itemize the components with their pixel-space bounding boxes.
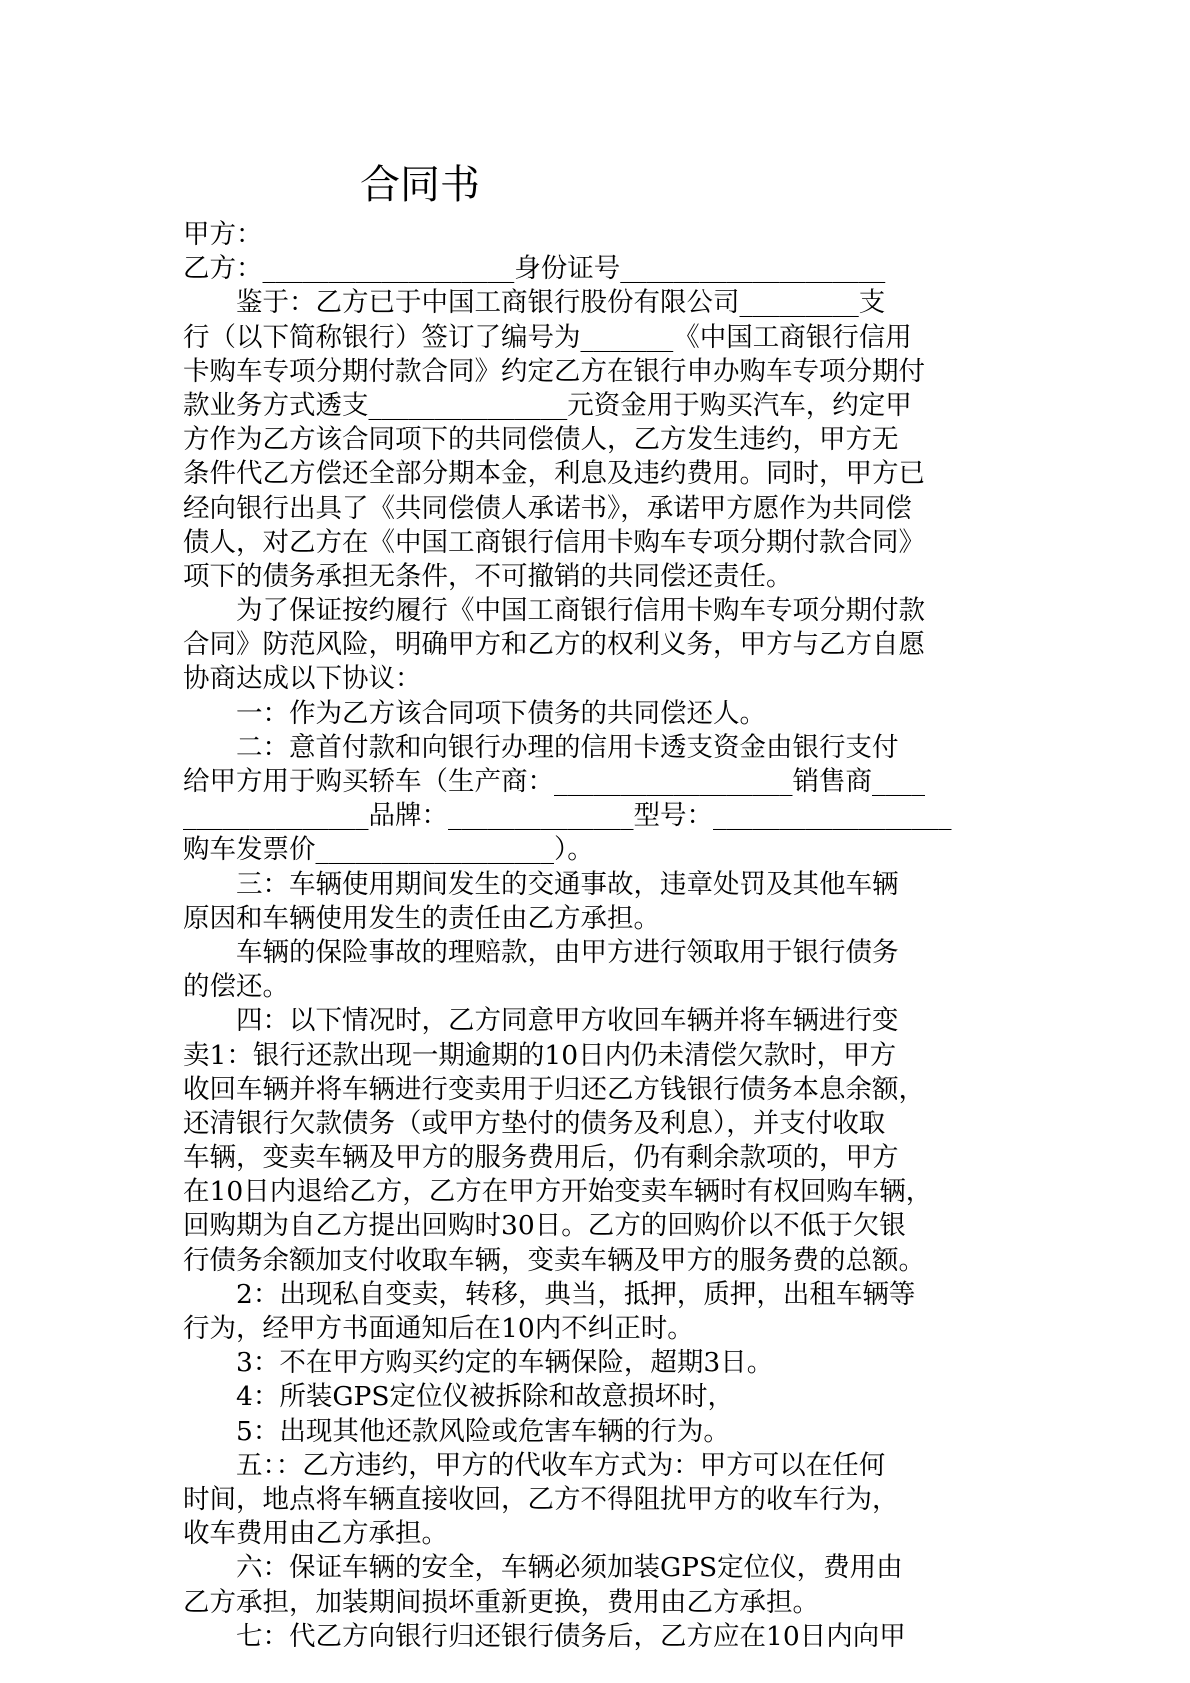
text-line: 三：车辆使用期间发生的交通事故，违章处罚及其他车辆	[183, 868, 899, 900]
text-line: 乙方：___________________身份证号____________________	[183, 253, 886, 285]
text-line: 合同》防范风险，明确甲方和乙方的权利义务，甲方与乙方自愿	[183, 629, 925, 661]
text-line: 在10日内退给乙方，乙方在甲方开始变卖车辆时有权回购车辆，	[183, 1176, 933, 1208]
text-line: 项下的债务承担无条件，不可撤销的共同偿还责任。	[183, 560, 793, 592]
text-line: 行（以下简称银行）签订了编号为_______《中国工商银行信用	[183, 321, 912, 353]
text-line: 经向银行出具了《共同偿债人承诺书》，承诺甲方愿作为共同偿	[183, 492, 912, 524]
text-line: 甲方：	[183, 219, 263, 250]
text-line: 乙方承担，加装期间损坏重新更换，费用由乙方承担。	[183, 1586, 819, 1618]
document-title: 合同书	[360, 162, 480, 208]
text-line: 二：意首付款和向银行办理的信用卡透支资金由银行支付	[183, 731, 899, 763]
text-line: 一：作为乙方该合同项下债务的共同偿还人。	[183, 697, 766, 729]
text-line: 3：不在甲方购买约定的车辆保险，超期3日。	[183, 1347, 774, 1379]
text-line: 2：出现私自变卖，转移，典当，抵押，质押，出租车辆等	[183, 1278, 916, 1310]
text-line: 卖1：银行还款出现一期逾期的10日内仍未清偿欠款时，甲方	[183, 1039, 897, 1071]
text-line: 行为，经甲方书面通知后在10内不纠正时。	[183, 1313, 694, 1344]
text-line: 款业务方式透支_______________元资金用于购买汽车，约定甲	[183, 389, 912, 421]
text-line: 时间，地点将车辆直接收回，乙方不得阻扰甲方的收车行为，	[183, 1483, 899, 1515]
text-line: 回购期为自乙方提出回购时30日。乙方的回购价以不低于欠银	[183, 1210, 906, 1242]
text-line: 四：以下情况时，乙方同意甲方收回车辆并将车辆进行变	[183, 1005, 899, 1037]
text-line: 购车发票价__________________）。	[183, 834, 594, 866]
text-line: 收回车辆并将车辆进行变卖用于归还乙方钱银行债务本息余额，	[183, 1073, 925, 1105]
text-line: 五：：乙方违约，甲方的代收车方式为：甲方可以在任何	[183, 1449, 886, 1481]
text-line: 条件代乙方偿还全部分期本金，利息及违约费用。同时，甲方已	[183, 458, 925, 490]
document-body	[183, 218, 1013, 1654]
text-line: 方作为乙方该合同项下的共同偿债人，乙方发生违约，甲方无	[183, 424, 899, 456]
text-line: 给甲方用于购买轿车（生产商：__________________销售商____	[183, 766, 925, 797]
text-line: 债人，对乙方在《中国工商银行信用卡购车专项分期付款合同》	[183, 526, 925, 558]
text-line: 卡购车专项分期付款合同》约定乙方在银行申办购车专项分期付	[183, 355, 925, 387]
text-line: 行债务余额加支付收取车辆，变卖车辆及甲方的服务费的总额。	[183, 1244, 925, 1276]
text-line: 车辆的保险事故的理赔款，由甲方进行领取用于银行债务	[183, 936, 899, 968]
text-line: 原因和车辆使用发生的责任由乙方承担。	[183, 902, 660, 934]
text-line: 为了保证按约履行《中国工商银行信用卡购车专项分期付款	[183, 595, 925, 627]
text-line: 还清银行欠款债务（或甲方垫付的债务及利息），并支付收取	[183, 1107, 886, 1139]
text-line: 车辆，变卖车辆及甲方的服务费用后，仍有剩余款项的，甲方	[183, 1142, 899, 1174]
text-line: 六：保证车辆的安全，车辆必须加装GPS定位仪，费用由	[183, 1552, 903, 1584]
text-line: 4：所装GPS定位仪被拆除和故意损坏时，	[183, 1381, 735, 1413]
text-line: 协商达成以下协议：	[183, 663, 422, 695]
text-line: 收车费用由乙方承担。	[183, 1518, 448, 1550]
text-line: 5：出现其他还款风险或危害车辆的行为。	[183, 1415, 730, 1447]
text-line: 的偿还。	[183, 971, 289, 1003]
text-line: ______________品牌：______________型号：__________________	[183, 800, 952, 832]
text-line: 鉴于：乙方已于中国工商银行股份有限公司_________支	[183, 287, 886, 319]
text-line: 七：代乙方向银行归还银行债务后，乙方应在10日内向甲	[183, 1620, 906, 1652]
